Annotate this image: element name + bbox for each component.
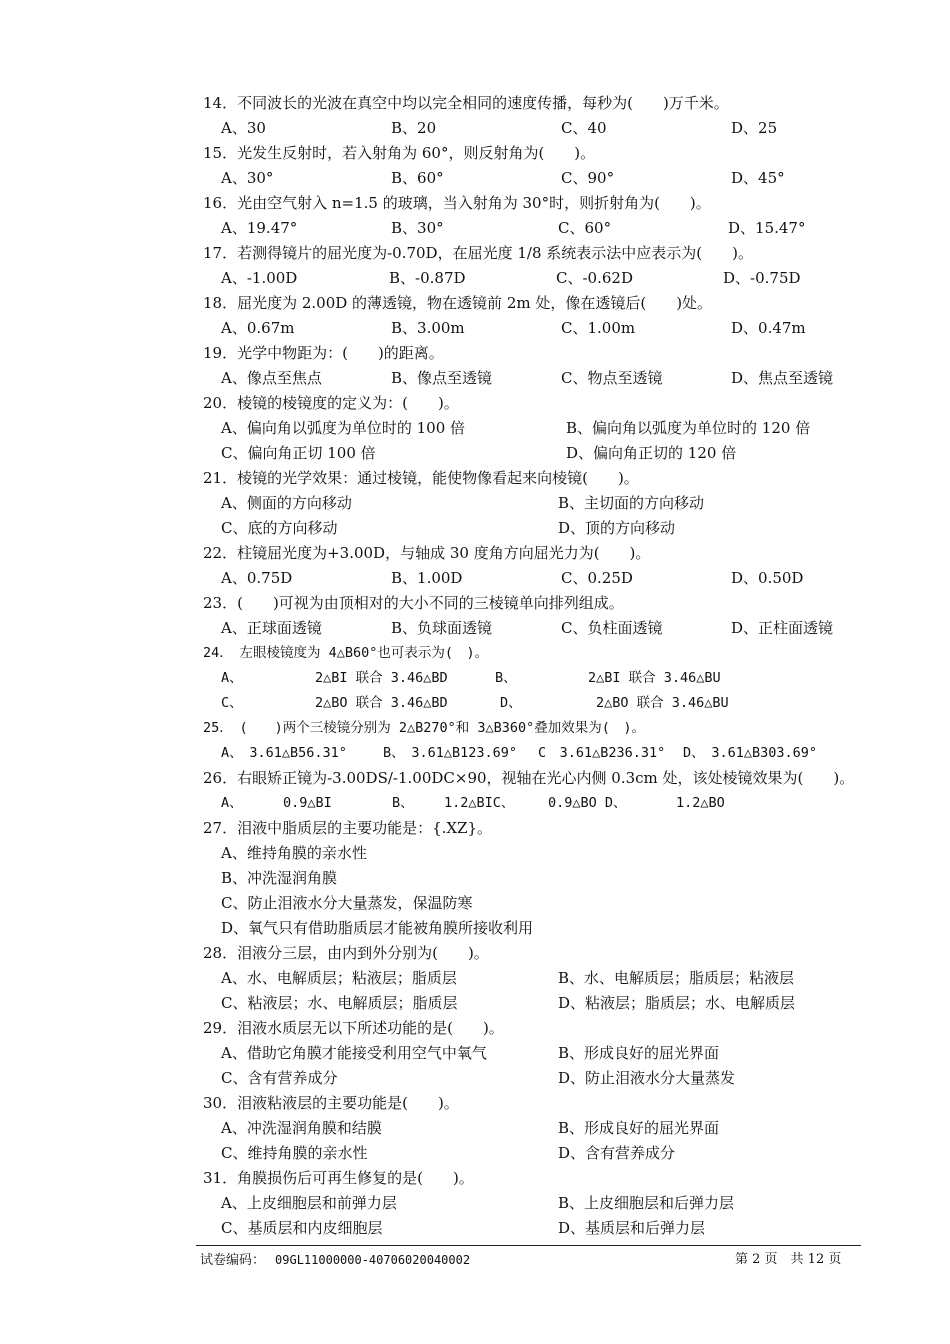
question-30-stem: 30．泪液粘液层的主要功能是( )。 — [203, 1094, 459, 1112]
option-c-label: C、 — [221, 695, 243, 711]
option-d: D、0.50D — [731, 569, 804, 587]
question-23-stem: 23．( )可视为由顶相对的大小不同的三棱镜单向排列组成。 — [203, 594, 624, 612]
option-d: D、粘液层；脂质层；水、电解质层 — [558, 994, 796, 1012]
option-b: B、形成良好的屈光界面 — [558, 1044, 720, 1062]
exam-code-value: 09GL11000000-40706020040002 — [275, 1253, 471, 1267]
option-b: B、偏向角以弧度为单位时的 120 倍 — [566, 419, 811, 437]
option-d: D、偏向角正切的 120 倍 — [566, 444, 737, 462]
option-a: 2△BI 联合 3.46△BD — [315, 670, 448, 686]
option-c: C、粘液层；水、电解质层；脂质层 — [221, 994, 458, 1012]
question-17-stem: 17．若测得镜片的屈光度为-0.70D，在屈光度 1/8 系统表示法中应表示为( )。 — [203, 244, 753, 262]
option-d: 2△BO 联合 3.46△BU — [596, 695, 729, 711]
option-c: C、-0.62D — [556, 269, 633, 287]
option-d: D、氧气只有借助脂质层才能被角膜所接收利用 — [221, 919, 534, 937]
option-d: D、防止泪液水分大量蒸发 — [558, 1069, 736, 1087]
option-d: D、顶的方向移动 — [558, 519, 676, 537]
option-c: C、偏向角正切 100 倍 — [221, 444, 376, 462]
option-a: A、19.47° — [221, 219, 298, 237]
option-a: A、维持角膜的亲水性 — [221, 844, 367, 862]
option-b: B、水、电解质层；脂质层；粘液层 — [558, 969, 795, 987]
question-15-stem: 15．光发生反射时，若入射角为 60°，则反射角为( )。 — [203, 144, 596, 162]
option-b: 1.2△BIC、 — [444, 795, 515, 811]
option-b: 2△BI 联合 3.46△BU — [588, 670, 721, 686]
option-a-label: A、 — [221, 795, 243, 811]
option-a: A、像点至焦点 — [221, 369, 322, 387]
option-c: C、含有营养成分 — [221, 1069, 338, 1087]
option-c: C、负柱面透镜 — [561, 619, 663, 637]
option-d: D、0.47m — [731, 319, 806, 337]
option-a-label: A、 — [221, 670, 243, 686]
option-a: A、30 — [221, 119, 266, 137]
page-number: 第 2 页 共 12 页 — [735, 1252, 842, 1267]
option-c: C、防止泪液水分大量蒸发，保温防寒 — [221, 894, 473, 912]
option-a: A、水、电解质层；粘液层；脂质层 — [221, 969, 457, 987]
option-a: A、0.75D — [221, 569, 293, 587]
footer-divider — [196, 1245, 861, 1246]
option-c: C、底的方向移动 — [221, 519, 338, 537]
option-b: B、1.00D — [391, 569, 463, 587]
option-c: 2△BO 联合 3.46△BD — [315, 695, 448, 711]
option-a: A、正球面透镜 — [221, 619, 322, 637]
option-d: D、含有营养成分 — [558, 1144, 676, 1162]
exam-code-label: 试卷编码： — [200, 1253, 266, 1268]
option-c: C 3.61△B236.31° — [538, 745, 666, 761]
option-b: B、-0.87D — [389, 269, 466, 287]
option-d: D、焦点至透镜 — [731, 369, 834, 387]
option-a: A、偏向角以弧度为单位时的 100 倍 — [221, 419, 466, 437]
question-14-stem: 14．不同波长的光波在真空中均以完全相同的速度传播，每秒为( )万千米。 — [203, 94, 729, 112]
option-b-label: B、 — [495, 670, 517, 686]
question-19-stem: 19．光学中物距为：( )的距离。 — [203, 344, 444, 362]
option-c: C、物点至透镜 — [561, 369, 663, 387]
option-a: A、冲洗湿润角膜和结膜 — [221, 1119, 382, 1137]
option-b: B、 3.61△B123.69° — [383, 745, 518, 761]
option-b: B、上皮细胞层和后弹力层 — [558, 1194, 735, 1212]
question-27-stem: 27．泪液中脂质层的主要功能是：{.XZ}。 — [203, 819, 493, 837]
option-d: D、25 — [731, 119, 778, 137]
option-a: A、-1.00D — [221, 269, 298, 287]
option-b-label: B、 — [392, 795, 414, 811]
option-d: D、15.47° — [728, 219, 806, 237]
option-b: B、形成良好的屈光界面 — [558, 1119, 720, 1137]
option-a: A、 3.61△B56.31° — [221, 745, 347, 761]
option-c: C、40 — [561, 119, 607, 137]
question-21-stem: 21．棱镜的光学效果：通过棱镜，能使物像看起来向棱镜( )。 — [203, 469, 639, 487]
option-d: 1.2△BO — [676, 795, 725, 811]
option-b: B、60° — [391, 169, 444, 187]
option-a: A、0.67m — [221, 319, 295, 337]
question-18-stem: 18．屈光度为 2.00D 的薄透镜，物在透镜前 2m 处，像在透镜后( )处。 — [203, 294, 713, 312]
option-b: B、30° — [391, 219, 444, 237]
option-a: A、30° — [221, 169, 274, 187]
option-d: D、45° — [731, 169, 785, 187]
option-b: B、3.00m — [391, 319, 465, 337]
option-d: D、正柱面透镜 — [731, 619, 834, 637]
option-b: B、20 — [391, 119, 437, 137]
option-c: 0.9△BO D、 — [548, 795, 627, 811]
option-a: A、上皮细胞层和前弹力层 — [221, 1194, 397, 1212]
option-b: B、负球面透镜 — [391, 619, 493, 637]
question-29-stem: 29．泪液水质层无以下所述功能的是( )。 — [203, 1019, 504, 1037]
question-20-stem: 20．棱镜的棱镜度的定义为：( )。 — [203, 394, 459, 412]
option-b: B、冲洗湿润角膜 — [221, 869, 338, 887]
option-c: C、0.25D — [561, 569, 633, 587]
question-26-stem: 26．右眼矫正镜为-3.00DS/-1.00DC×90，视轴在光心内侧 0.3cm 处，该处棱镜效果为( )。 — [203, 769, 855, 787]
option-c: C、维持角膜的亲水性 — [221, 1144, 368, 1162]
option-b: B、主切面的方向移动 — [558, 494, 705, 512]
question-22-stem: 22．柱镜屈光度为+3.00D，与轴成 30 度角方向屈光力为( )。 — [203, 544, 651, 562]
question-16-stem: 16．光由空气射入 n=1.5 的玻璃，当入射角为 30°时，则折射角为( )。 — [203, 194, 711, 212]
option-a: 0.9△BI — [283, 795, 332, 811]
question-28-stem: 28．泪液分三层，由内到外分别为( )。 — [203, 944, 489, 962]
option-c: C、60° — [558, 219, 612, 237]
question-24-stem: 24． 左眼棱镜度为 4△B60°也可表示为( )。 — [203, 645, 489, 661]
option-c: C、1.00m — [561, 319, 636, 337]
option-d: D、基质层和后弹力层 — [558, 1219, 706, 1237]
option-c: C、基质层和内皮细胞层 — [221, 1219, 383, 1237]
option-c: C、90° — [561, 169, 615, 187]
option-d-label: D、 — [500, 695, 522, 711]
question-31-stem: 31．角膜损伤后可再生修复的是( )。 — [203, 1169, 474, 1187]
option-b: B、像点至透镜 — [391, 369, 493, 387]
option-a: A、侧面的方向移动 — [221, 494, 352, 512]
question-25-stem: 25． ( )两个三棱镜分别为 2△B270°和 3△B360°叠加效果为( )。 — [203, 720, 646, 736]
option-d: D、 3.61△B303.69° — [683, 745, 818, 761]
option-d: D、-0.75D — [723, 269, 801, 287]
option-a: A、借助它角膜才能接受利用空气中氧气 — [221, 1044, 487, 1062]
exam-code — [200, 1250, 470, 1270]
